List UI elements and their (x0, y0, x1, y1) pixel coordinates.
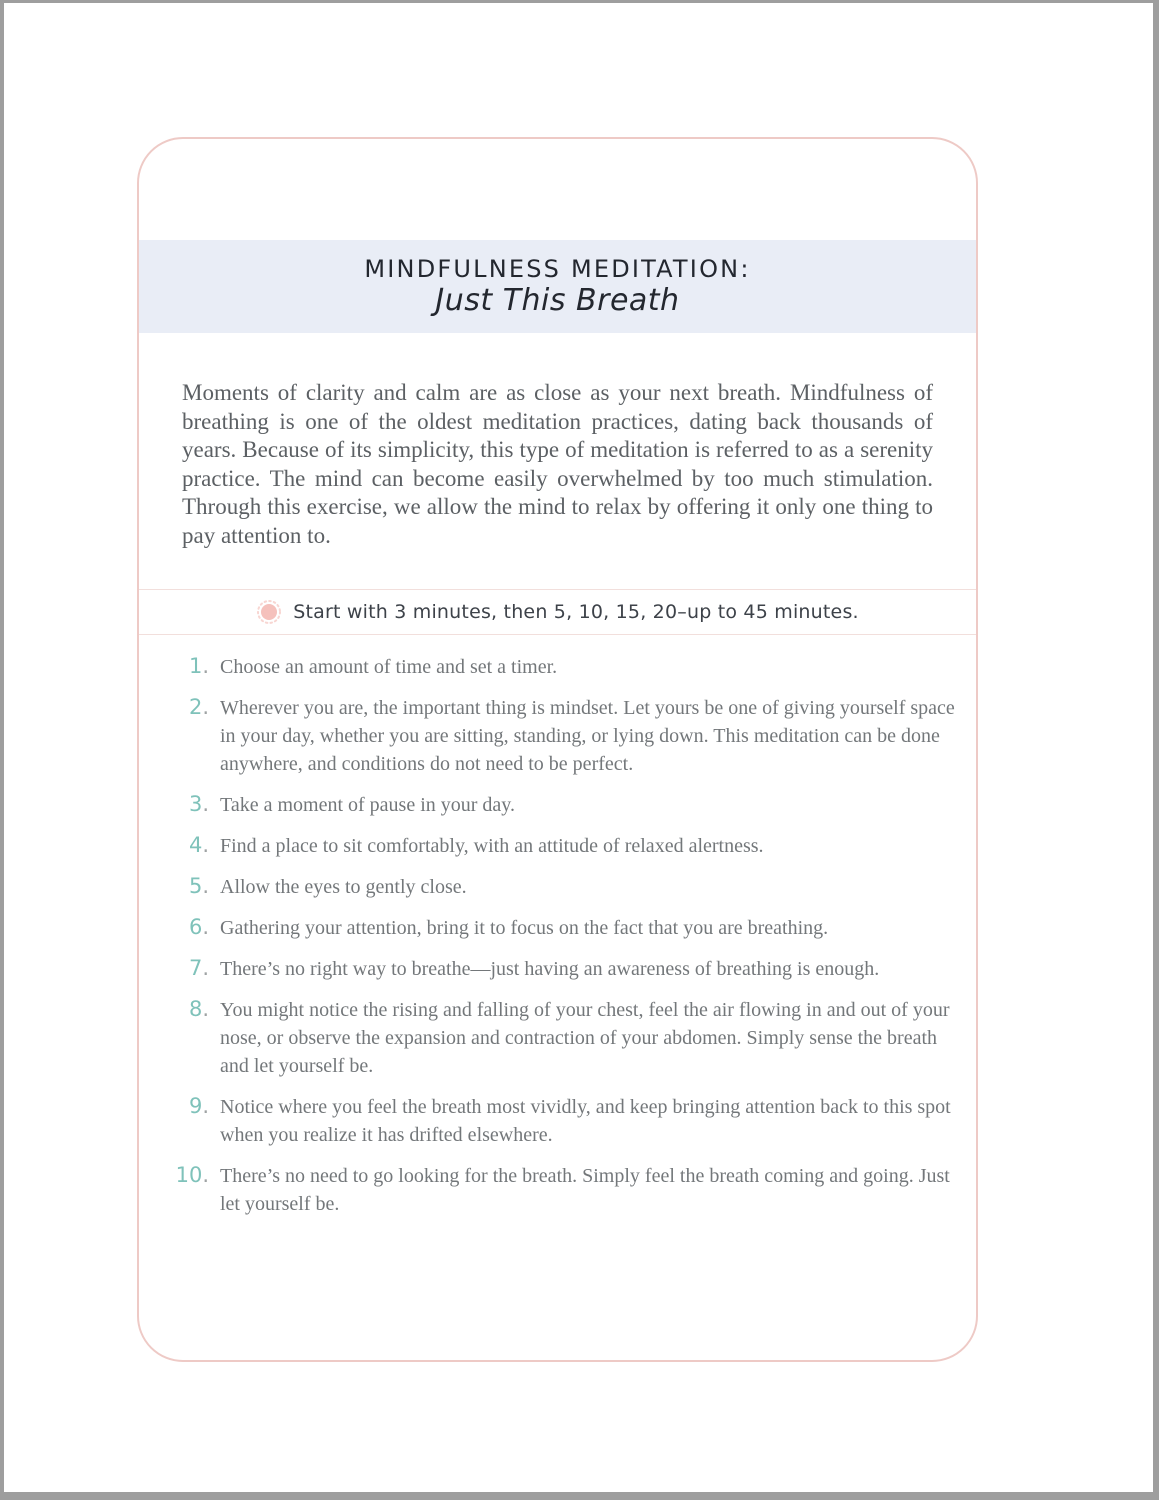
step-number-period: . (202, 1094, 209, 1118)
tip-text: Start with 3 minutes, then 5, 10, 15, 20–up to 45 minutes. (293, 601, 859, 623)
step-number-period: . (202, 874, 209, 898)
step-text: Notice where you feel the breath most vividly, and keep bringing attention back to this spot when you realize it has drifted elsewhere. (220, 1096, 951, 1146)
step-number (163, 996, 209, 1080)
step-number (163, 914, 209, 942)
step-text: Wherever you are, the important thing is mindset. Let yours be one of giving yourself space in your day, whether you are sitting, standing, or lying down. This meditation can be done anywhere, and conditions do not need to be perfect. (220, 697, 955, 775)
step-number (163, 653, 209, 681)
step-number-value: 1 (188, 654, 203, 678)
step-item (163, 914, 956, 942)
step-number (163, 791, 209, 819)
step-number-period: . (202, 997, 209, 1021)
intro-paragraph: Moments of clarity and calm are as close as your next breath. Mindfulness of breathing is one of the oldest meditation practices, dating back thousands of years. Because of its simplicity, this type of meditation is referred to as a serenity practice. The mind can become easily overwhelmed by too much stimulation. Through this exercise, we allow the mind to relax by offering it only one thing to pay attention to. (182, 380, 933, 548)
step-number-value: 2 (188, 695, 203, 719)
sun-dot-icon (256, 599, 282, 625)
step-number-value: 3 (188, 792, 203, 816)
header-eyebrow: MINDFULNESS MEDITATION: (364, 255, 751, 283)
step-text: Gathering your attention, bring it to focus on the fact that you are breathing. (220, 917, 829, 939)
step-item (163, 694, 956, 778)
step-number-period: . (202, 833, 209, 857)
step-number-value: 10 (175, 1163, 203, 1187)
step-number-value: 5 (188, 874, 203, 898)
step-text: Choose an amount of time and set a timer. (220, 656, 558, 678)
step-item (163, 955, 956, 983)
step-number-period: . (202, 1163, 209, 1187)
step-item (163, 832, 956, 860)
step-number-value: 7 (188, 956, 203, 980)
step-number (163, 832, 209, 860)
tip-bar (139, 589, 976, 635)
step-text: There’s no need to go looking for the breath. Simply feel the breath coming and going. Just let yourself be. (220, 1165, 950, 1215)
step-item (163, 653, 956, 681)
step-number (163, 873, 209, 901)
step-item (163, 791, 956, 819)
step-number-period: . (202, 695, 209, 719)
step-number (163, 955, 209, 983)
step-item (163, 1093, 956, 1149)
step-number-period: . (202, 654, 209, 678)
step-text: Find a place to sit comfortably, with an attitude of relaxed alertness. (220, 835, 764, 857)
exercise-card (137, 137, 978, 1362)
step-text: Take a moment of pause in your day. (220, 794, 515, 816)
step-item (163, 1162, 956, 1218)
step-number-value: 4 (188, 833, 203, 857)
step-text: There’s no right way to breathe—just having an awareness of breathing is enough. (220, 958, 880, 980)
step-text: You might notice the rising and falling of your chest, feel the air flowing in and out of your nose, or observe the expansion and contraction of your abdomen. Simply sense the breath and let yourself be. (220, 999, 950, 1077)
step-number-period: . (202, 792, 209, 816)
header-band (139, 240, 976, 333)
step-number (163, 1162, 209, 1218)
step-item (163, 873, 956, 901)
header-title: Just This Breath (435, 283, 680, 318)
step-text: Allow the eyes to gently close. (220, 876, 467, 898)
step-item (163, 996, 956, 1080)
step-number-period: . (202, 956, 209, 980)
step-number-value: 6 (188, 915, 203, 939)
steps-list (163, 653, 956, 1231)
step-number-period: . (202, 915, 209, 939)
step-number-value: 8 (188, 997, 203, 1021)
step-number-value: 9 (188, 1094, 203, 1118)
step-number (163, 1093, 209, 1149)
step-number (163, 694, 209, 778)
